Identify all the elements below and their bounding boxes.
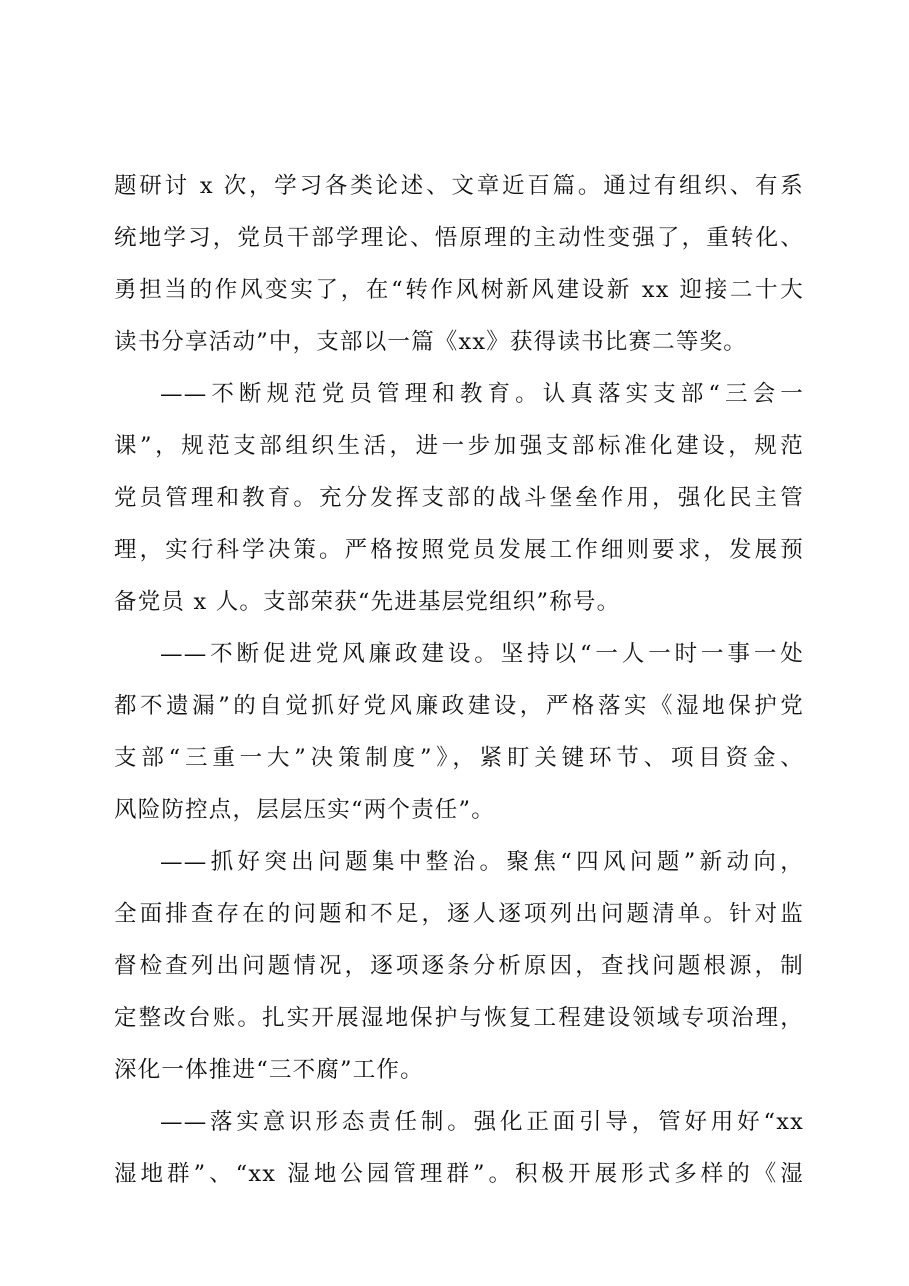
text-line: 督检查列出问题情况，逐项逐条分析原因，查找问题根源，制: [114, 953, 804, 979]
text-line: 统地学习，党员干部学理论、悟原理的主动性变强了，重转化、: [114, 225, 804, 251]
text-line: 题研讨 x 次，学习各类论述、文章近百篇。通过有组织、有系: [114, 173, 804, 199]
body-text: [114, 160, 804, 1200]
text-line: 读书分享活动”中，支部以一篇《xx》获得读书比赛二等奖。: [114, 329, 747, 355]
text-line: 湿地群”、“xx 湿地公园管理群”。积极开展形式多样的《湿: [114, 1161, 804, 1187]
text-line: ——不断促进党风廉政建设。坚持以“一人一时一事一处: [160, 641, 804, 667]
text-line: 定整改台账。扎实开展湿地保护与恢复工程建设领域专项治理，: [114, 1005, 804, 1031]
text-line: 勇担当的作风变实了，在“转作风树新风建设新 xx 迎接二十大: [114, 277, 804, 303]
text-line: ——落实意识形态责任制。强化正面引导，管好用好“xx: [160, 1109, 804, 1135]
text-line: 党员管理和教育。充分发挥支部的战斗堡垒作用，强化民主管: [114, 485, 804, 511]
text-line: ——不断规范党员管理和教育。认真落实支部“三会一: [160, 381, 804, 407]
text-line: 备党员 x 人。支部荣获“先进基层党组织”称号。: [114, 589, 621, 615]
text-line: 都不遗漏”的自觉抓好党风廉政建设，严格落实《湿地保护党: [114, 693, 804, 719]
text-line: 支部“三重一大”决策制度”》，紧盯关键环节、项目资金、: [114, 745, 804, 771]
text-line: 风险防控点，层层压实“两个责任”。: [114, 797, 495, 823]
text-line: ——抓好突出问题集中整治。聚焦“四风问题”新动向，: [160, 849, 804, 875]
text-line: 深化一体推进“三不腐”工作。: [114, 1057, 424, 1083]
text-line: 理，实行科学决策。严格按照党员发展工作细则要求，发展预: [114, 537, 804, 563]
text-line: 课”，规范支部组织生活，进一步加强支部标准化建设，规范: [114, 433, 804, 459]
text-line: 全面排查存在的问题和不足，逐人逐项列出问题清单。针对监: [114, 901, 804, 927]
